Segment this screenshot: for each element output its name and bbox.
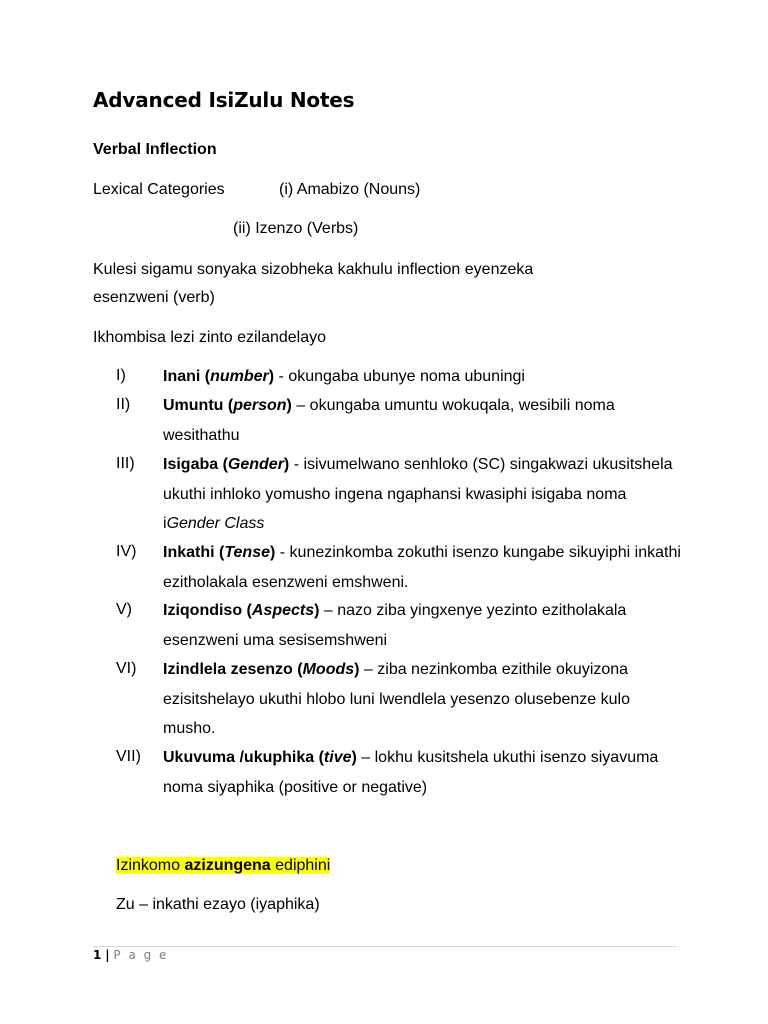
list-item-text: Umuntu (person) – okungaba umuntu wokuqala, wesibili noma wesithathu: [163, 397, 615, 444]
list-item-text: Isigaba (Gender) - isivumelwano senhloko (SC) singakwazi ukusitshela ukuthi inhloko yomusho ingena ngaphansi kwasiphi isigaba noma iGender Class: [163, 456, 673, 532]
example-gloss: Zu – inkathi ezayo (iyaphika): [116, 896, 320, 913]
page-footer: [93, 948, 168, 962]
highlighted-example: Izinkomo azizungena ediphini: [116, 857, 331, 874]
page-label: P a g e: [113, 948, 169, 962]
list-item-number: VII): [116, 748, 141, 765]
lexical-item-verbs: (ii) Izenzo (Verbs): [233, 220, 359, 237]
lexical-categories-label: Lexical Categories: [93, 181, 225, 198]
list-item-text: Iziqondiso (Aspects) – nazo ziba yingxenye yezinto ezitholakala esenzweni uma sesisemshweni: [163, 602, 627, 649]
footer-divider: [93, 946, 678, 947]
list-item-text: Inani (number) - okungaba ubunye noma ubuningi: [163, 368, 525, 385]
list-item-number: VI): [116, 660, 137, 677]
paragraph-line-1: Kulesi sigamu sonyaka sizobheka kakhulu inflection eyenzeka: [93, 261, 534, 278]
list-item-number: V): [116, 601, 132, 618]
page-title: Advanced IsiZulu Notes: [93, 88, 355, 112]
lexical-item-nouns: (i) Amabizo (Nouns): [279, 181, 421, 198]
paragraph-line-2: esenzweni (verb): [93, 289, 215, 306]
page-number: 1: [93, 948, 102, 962]
list-item-text: Inkathi (Tense) - kunezinkomba zokuthi isenzo kungabe sikuyiphi inkathi ezitholakala esenzweni emshweni.: [163, 544, 681, 591]
footer-separator: |: [105, 948, 110, 962]
section-heading: Verbal Inflection: [93, 141, 217, 158]
list-item-text: Izindlela zesenzo (Moods) – ziba nezinkomba ezithile okuyizona ezisitshelayo ukuthi hlobo luni lwendlela yesenzo olusebenze kulo musho.: [163, 661, 630, 737]
list-item-text: Ukuvuma /ukuphika (tive) – lokhu kusitshela ukuthi isenzo siyavuma noma siyaphika (positive or negative): [163, 749, 659, 796]
list-item-number: II): [116, 396, 131, 413]
list-item-number: I): [116, 367, 126, 384]
intro-line: Ikhombisa lezi zinto ezilandelayo: [93, 329, 327, 346]
list-item-number: III): [116, 455, 135, 472]
list-item-number: IV): [116, 543, 137, 560]
